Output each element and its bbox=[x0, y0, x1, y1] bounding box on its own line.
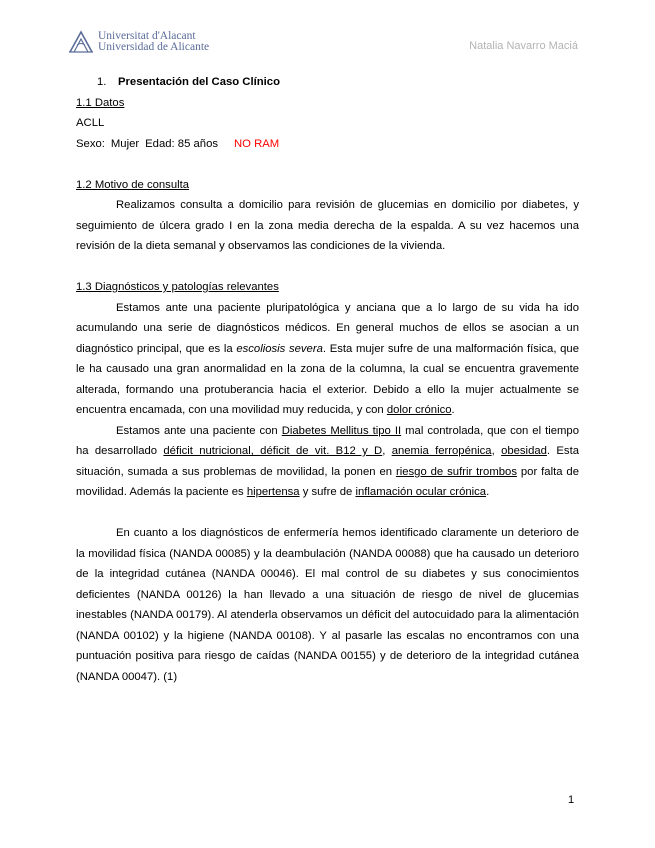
motivo-paragraph: Realizamos consulta a domicilio para revisión de glucemias en domicilio por diabetes, y seguimiento de úlcera grado I en la zona media derecha de la espalda. A su vez hacemos una revisión de la dieta semanal y observamos las condiciones de la vivienda. bbox=[76, 199, 579, 252]
underlined-diagnosis: Diabetes Mellitus tipo II bbox=[281, 424, 402, 437]
underlined-diagnosis: dolor crónico bbox=[386, 404, 452, 416]
text-run: y sufre de bbox=[299, 486, 356, 498]
diagnosticos-paragraph-2 bbox=[76, 421, 579, 503]
logo-line-2: Universidad de Alicante bbox=[98, 41, 210, 53]
text-run: . bbox=[451, 404, 455, 416]
text-run: , bbox=[382, 445, 392, 457]
section-title bbox=[76, 72, 579, 93]
underlined-diagnosis: inflamación ocular crónica bbox=[355, 486, 487, 498]
datos-heading: 1.1 Datos bbox=[76, 96, 125, 109]
section-number: 1. bbox=[97, 76, 107, 88]
underlined-diagnosis: hipertensa bbox=[246, 486, 300, 498]
page-number: 1 bbox=[568, 794, 575, 806]
logo-line-1: Universitat d'Alacant bbox=[98, 30, 196, 42]
motivo-heading: 1.2 Motivo de consulta bbox=[76, 178, 190, 191]
patient-initials: ACLL bbox=[76, 117, 105, 129]
underlined-diagnosis: anemia ferropénica bbox=[391, 445, 492, 457]
text-run: . bbox=[486, 486, 490, 498]
diagnosticos-heading: 1.3 Diagnósticos y patologías relevantes bbox=[76, 281, 279, 293]
underlined-diagnosis: obesidad bbox=[501, 445, 547, 457]
diagnosticos-paragraph-3: En cuanto a los diagnósticos de enfermería hemos identificado claramente un deterioro de la movilidad física (NANDA 00085) y la deambulación (NANDA 00088) que ha causado un deterioro de la integridad cutánea (NANDA 00046). El mal control de su diabetes y sus conocimientos deficientes (NANDA 00126) la han llevado a una situación de riesgo de nivel de glucemias inestables (NANDA 00179). Al atenderla observamos un déficit del autocuidado para la alimentación (NANDA 00102) y la higiene (NANDA 00108). Y al pasarle las escalas no encontramos con una puntuación positiva para riesgo de caídas (NANDA 00155) y de deterioro de la integridad cutánea (NANDA 00047). (1) bbox=[76, 527, 579, 683]
section-title-text: Presentación del Caso Clínico bbox=[118, 76, 280, 88]
text-run: , bbox=[491, 445, 502, 457]
text-run: Estamos ante una paciente pluripatológica y anciana que a lo largo de su vida ha ido acumulando una serie de diagnósticos médicos. En general muchos de ellos se asocian a un diagnóstico principal, que es la bbox=[76, 301, 579, 355]
underlined-diagnosis: riesgo de sufrir trombos bbox=[395, 465, 517, 478]
age-value: Edad: 85 años bbox=[145, 137, 219, 150]
author-name: Natalia Navarro Maciá bbox=[469, 40, 578, 52]
university-emblem-icon bbox=[68, 30, 94, 54]
page-header bbox=[68, 30, 580, 60]
diagnosticos-paragraph-1 bbox=[76, 298, 579, 421]
text-run: por falta de movilidad. Además la paciente es bbox=[76, 465, 579, 498]
emphasis-diagnosis: escoliosis severa bbox=[236, 342, 323, 355]
text-run: . Esta situación, sumada a sus problemas de movilidad, la ponen en bbox=[76, 445, 579, 478]
university-logo bbox=[68, 30, 209, 54]
text-run: Estamos ante una paciente con bbox=[116, 424, 282, 437]
allergy-status: NO RAM bbox=[234, 137, 280, 150]
document-body bbox=[76, 72, 579, 687]
patient-demographics bbox=[76, 134, 579, 155]
underlined-diagnosis: déficit nutricional, déficit de vit. B12 y D bbox=[163, 445, 383, 457]
sex-label: Sexo: bbox=[76, 137, 105, 150]
sex-value: Mujer bbox=[110, 137, 140, 150]
text-run: . Esta mujer sufre de una malformación física, que le ha causado una gran anormalidad en la zona de la columna, la cual se encuentra gravemente alterada, formando una protuberancia hacia el exterior. Debido a ello la mujer actualmente se encuentra encamada, con una movilidad muy reducida, y con bbox=[76, 342, 579, 416]
text-run: mal controlada, que con el tiempo ha desarrollado bbox=[76, 424, 579, 457]
